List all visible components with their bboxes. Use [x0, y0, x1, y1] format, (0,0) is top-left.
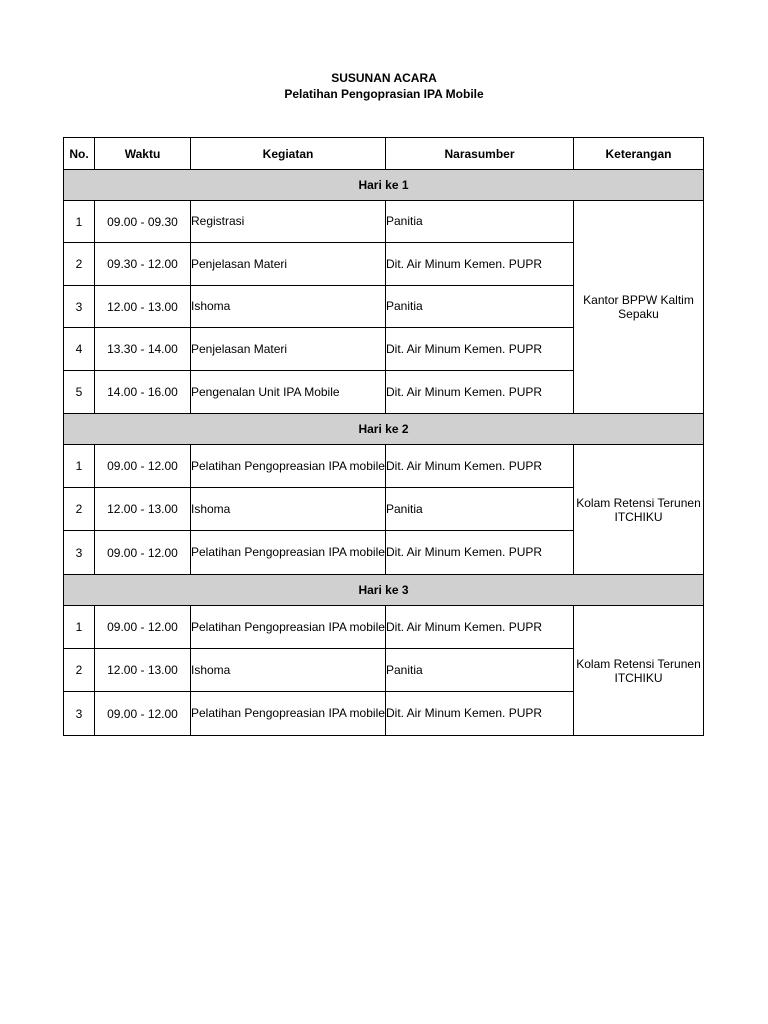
- cell-keterangan: Kolam Retensi Terunen ITCHIKU: [574, 606, 704, 736]
- document-subtitle: Pelatihan Pengoprasian IPA Mobile: [284, 87, 484, 101]
- cell-no: 5: [64, 371, 95, 414]
- cell-waktu: 09.00 - 12.00: [95, 445, 191, 488]
- cell-waktu: 09.00 - 12.00: [95, 531, 191, 575]
- cell-waktu: 09.00 - 09.30: [95, 201, 191, 243]
- cell-no: 1: [64, 606, 95, 649]
- cell-kegiatan: Pelatihan Pengopreasian IPA mobile: [191, 692, 386, 736]
- cell-keterangan: Kantor BPPW Kaltim Sepaku: [574, 201, 704, 414]
- cell-no: 2: [64, 488, 95, 531]
- cell-narasumber: Panitia: [386, 488, 574, 531]
- day-label: Hari ke 2: [64, 414, 704, 445]
- cell-narasumber: Panitia: [386, 649, 574, 692]
- cell-waktu: 12.00 - 13.00: [95, 649, 191, 692]
- cell-waktu: 09.30 - 12.00: [95, 243, 191, 286]
- table-row: [64, 201, 704, 243]
- cell-waktu: 12.00 - 13.00: [95, 488, 191, 531]
- cell-kegiatan: Pelatihan Pengopreasian IPA mobile: [191, 606, 386, 649]
- cell-waktu: 14.00 - 16.00: [95, 371, 191, 414]
- cell-no: 3: [64, 692, 95, 736]
- cell-kegiatan: Ishoma: [191, 488, 386, 531]
- cell-kegiatan: Pelatihan Pengopreasian IPA mobile: [191, 531, 386, 575]
- cell-no: 1: [64, 201, 95, 243]
- header-no: No.: [64, 138, 95, 170]
- header-narasumber: Narasumber: [386, 138, 574, 170]
- table-row: [64, 606, 704, 649]
- cell-kegiatan: Ishoma: [191, 649, 386, 692]
- cell-no: 1: [64, 445, 95, 488]
- cell-narasumber: Panitia: [386, 286, 574, 328]
- header-keterangan: Keterangan: [574, 138, 704, 170]
- cell-kegiatan: Registrasi: [191, 201, 386, 243]
- schedule-table: [63, 137, 704, 736]
- cell-kegiatan: Penjelasan Materi: [191, 243, 386, 286]
- cell-narasumber: Dit. Air Minum Kemen. PUPR: [386, 243, 574, 286]
- cell-no: 3: [64, 531, 95, 575]
- cell-kegiatan: Penjelasan Materi: [191, 328, 386, 371]
- header-row: [64, 138, 704, 170]
- day-header-row: [64, 575, 704, 606]
- cell-keterangan: Kolam Retensi Terunen ITCHIKU: [574, 445, 704, 575]
- cell-waktu: 09.00 - 12.00: [95, 606, 191, 649]
- cell-narasumber: Dit. Air Minum Kemen. PUPR: [386, 531, 574, 575]
- header-waktu: Waktu: [95, 138, 191, 170]
- day-label: Hari ke 3: [64, 575, 704, 606]
- day-header-row: [64, 414, 704, 445]
- cell-narasumber: Dit. Air Minum Kemen. PUPR: [386, 692, 574, 736]
- cell-waktu: 13.30 - 14.00: [95, 328, 191, 371]
- header-kegiatan: Kegiatan: [191, 138, 386, 170]
- cell-narasumber: Dit. Air Minum Kemen. PUPR: [386, 606, 574, 649]
- cell-kegiatan: Pelatihan Pengopreasian IPA mobile: [191, 445, 386, 488]
- cell-waktu: 09.00 - 12.00: [95, 692, 191, 736]
- schedule-body: [64, 170, 704, 736]
- cell-kegiatan: Ishoma: [191, 286, 386, 328]
- day-label: Hari ke 1: [64, 170, 704, 201]
- document-title: SUSUNAN ACARA: [331, 71, 437, 85]
- cell-narasumber: Panitia: [386, 201, 574, 243]
- cell-no: 2: [64, 649, 95, 692]
- title-block: [0, 70, 768, 102]
- cell-narasumber: Dit. Air Minum Kemen. PUPR: [386, 328, 574, 371]
- cell-narasumber: Dit. Air Minum Kemen. PUPR: [386, 371, 574, 414]
- cell-kegiatan: Pengenalan Unit IPA Mobile: [191, 371, 386, 414]
- cell-no: 4: [64, 328, 95, 371]
- day-header-row: [64, 170, 704, 201]
- cell-no: 3: [64, 286, 95, 328]
- cell-waktu: 12.00 - 13.00: [95, 286, 191, 328]
- table-row: [64, 445, 704, 488]
- cell-narasumber: Dit. Air Minum Kemen. PUPR: [386, 445, 574, 488]
- cell-no: 2: [64, 243, 95, 286]
